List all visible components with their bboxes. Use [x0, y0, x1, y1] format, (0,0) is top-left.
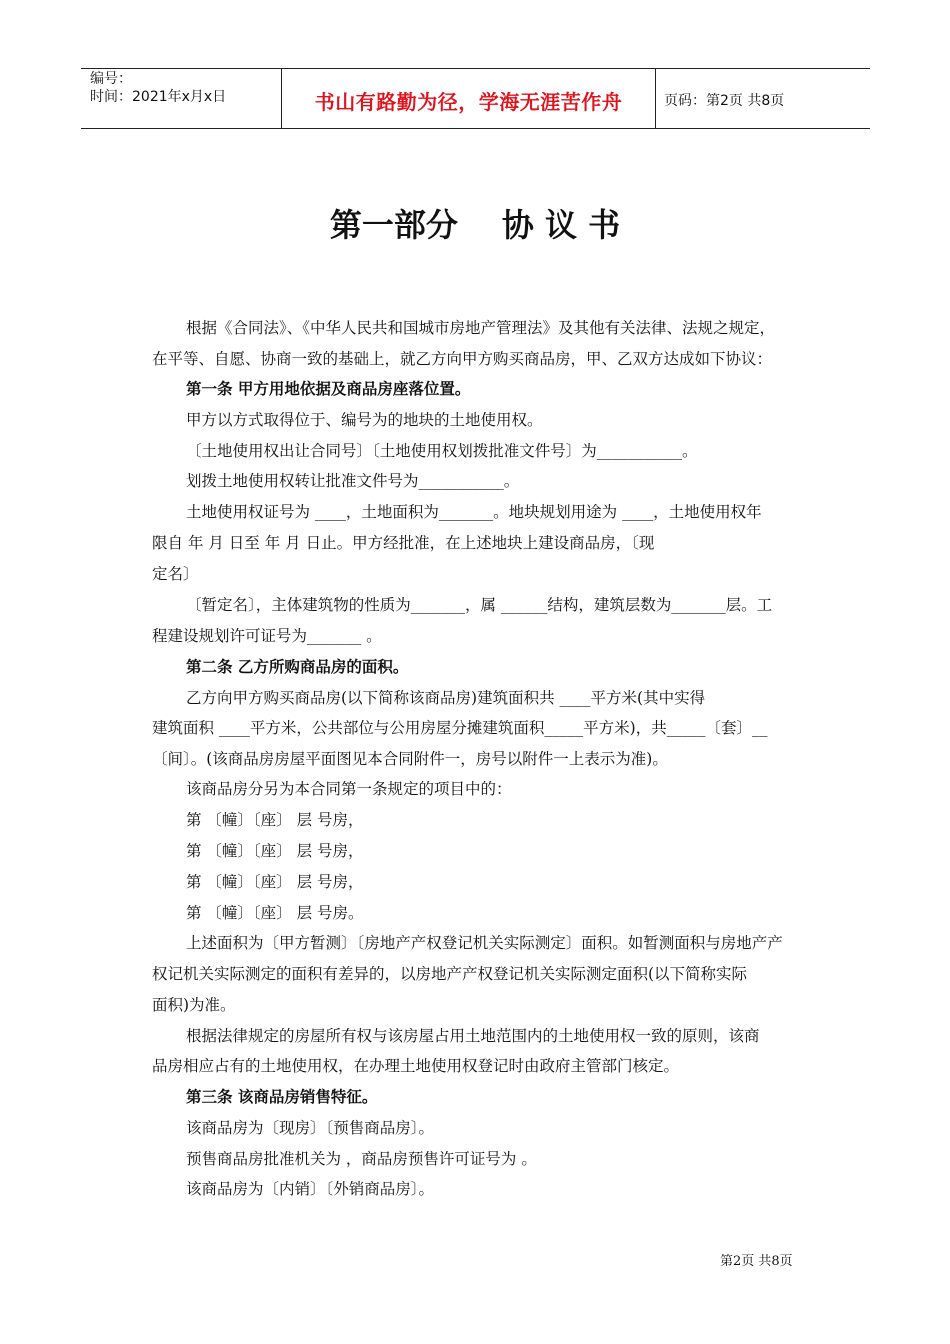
article-2-line: 权记机关实际测定的面积有差异的，以房地产产权登记机关实际测定面积(以下简称实际 — [152, 965, 748, 983]
article-2-line: 根据法律规定的房屋所有权与该房屋占用土地范围内的土地使用权一致的原则，该商 — [186, 1027, 760, 1045]
header-motto: 书山有路勤为径，学海无涯苦作舟 — [314, 90, 623, 114]
article-3-line: 该商品房为〔内销〕〔外销商品房〕。 — [186, 1180, 435, 1198]
footer-page-number: 第2页 共8页 — [720, 1254, 793, 1269]
header-number-label: 编号： — [90, 71, 132, 87]
article-2-line: 上述面积为〔甲方暂测〕〔房地产产权登记机关实际测定〕面积。如暂测面积与房地产产 — [186, 934, 783, 952]
article-2-line: 该商品房分另为本合同第一条规定的项目中的： — [186, 780, 512, 798]
header-bottom-rule — [81, 128, 870, 129]
article-1-line: 限自 年 月 日至 年 月 日止。甲方经批准，在上述地块上建设商品房，〔现 — [152, 534, 655, 552]
room-line: 第 〔幢〕〔座〕 层 号房。 — [186, 904, 364, 922]
article-1-line: 程建设规划许可证号为_______ 。 — [152, 627, 382, 645]
document-title — [0, 200, 950, 246]
intro-line-2: 在平等、自愿、协商一致的基础上，就乙方向甲方购买商品房，甲、乙双方达成如下协议： — [152, 350, 773, 368]
room-line: 第 〔幢〕〔座〕 层 号房， — [186, 873, 364, 891]
header-top-rule — [81, 68, 870, 69]
article-2-line: 品房相应占有的土地使用权，在办理土地使用权登记时由政府主管部门核定。 — [152, 1057, 680, 1075]
article-2-heading: 第二条 乙方所购商品房的面积。 — [186, 658, 409, 676]
intro-line-1: 根据《合同法》、《中华人民共和国城市房地产管理法》及其他有关法律、法规之规定， — [186, 319, 776, 337]
article-3-heading: 第三条 该商品房销售特征。 — [186, 1088, 378, 1106]
title-name: 协 议 书 — [501, 206, 621, 244]
article-1-heading: 第一条 甲方用地依据及商品房座落位置。 — [186, 380, 471, 398]
article-1-line: 定名〕 — [152, 565, 199, 583]
article-2-line: 建筑面积 ____平方米，公共部位与公用房屋分摊建筑面积_____平方米)，共_____〔套〕__ — [152, 719, 768, 737]
header-divider-right — [655, 68, 656, 128]
article-3-line: 预售商品房批准机关为 ，商品房预售许可证号为 。 — [186, 1150, 537, 1168]
room-line: 第 〔幢〕〔座〕 层 号房， — [186, 842, 364, 860]
title-part: 第一部分 — [329, 206, 458, 244]
article-1-line: 土地使用权证号为 ____，土地面积为_______。地块规划用途为 ____，土地使用权年 — [186, 503, 762, 521]
article-1-line: 划拨土地使用权转让批准文件号为___________。 — [186, 472, 520, 490]
article-3-line: 该商品房为〔现房〕〔预售商品房〕。 — [186, 1119, 435, 1137]
article-2-line: 乙方向甲方购买商品房(以下简称该商品房)建筑面积共 ____平方米(其中实得 — [186, 689, 706, 707]
header-page-label: 页码：第2页 共8页 — [664, 93, 785, 109]
article-1-line: 〔土地使用权出让合同号〕〔土地使用权划拨批准文件号〕为___________。 — [186, 442, 698, 460]
room-line: 第 〔幢〕〔座〕 层 号房， — [186, 811, 364, 829]
article-1-line: 〔暂定名〕，主体建筑物的性质为_______，属 ______结构，建筑层数为_______层。工 — [186, 596, 773, 614]
header-meta — [90, 70, 226, 106]
article-1-line: 甲方以方式取得位于、编号为的地块的土地使用权。 — [186, 411, 543, 429]
header-time-label: 时间：2021年x月x日 — [90, 89, 227, 105]
article-2-line: 〔间〕。(该商品房房屋平面图见本合同附件一，房号以附件一上表示为准)。 — [152, 750, 668, 768]
article-2-line: 面积)为准。 — [152, 996, 236, 1014]
